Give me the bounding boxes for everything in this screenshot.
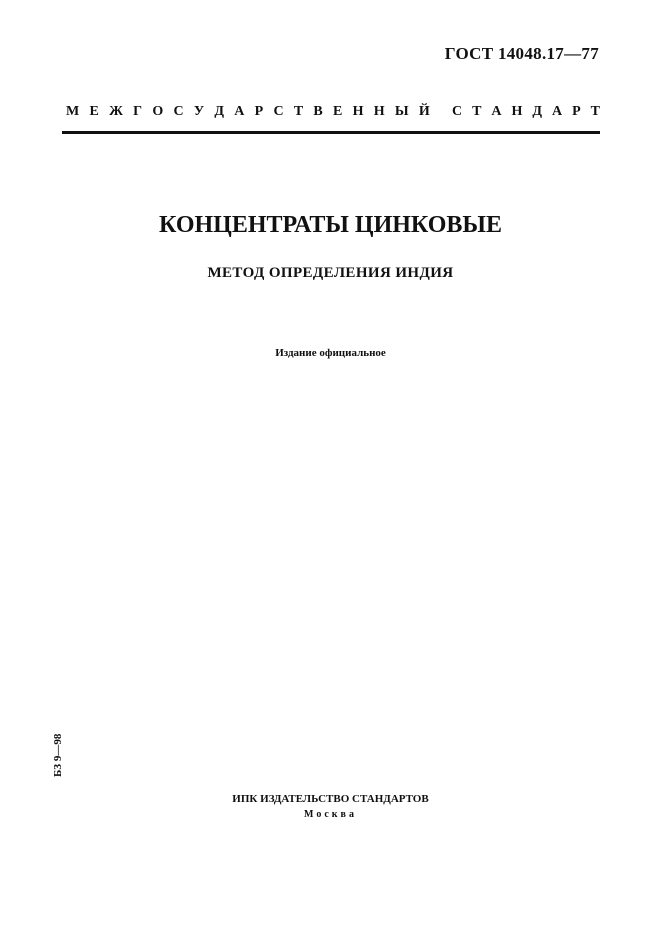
banner-letter: А [551,104,563,119]
banner-letter: А [234,104,245,119]
side-catalog-code: БЗ 9—98 [52,733,64,777]
banner-letter: Ы [394,104,409,119]
banner-letter: Д [214,104,225,119]
publisher-city: Москва [304,809,357,820]
banner-letter: Й [418,104,430,119]
gost-number: ГОСТ 14048.17—77 [444,44,599,63]
banner-letter: С [452,104,463,119]
banner-letter: С [273,104,284,119]
banner-word-interstate [66,104,430,120]
banner-word-standard [452,104,600,120]
banner-letter: Г [133,104,143,119]
banner-letter: Д [532,104,542,119]
banner-letter: О [152,104,164,119]
document-title: КОНЦЕНТРАТЫ ЦИНКОВЫЕ [159,212,502,238]
banner-letter: У [193,104,205,119]
banner-letter: Р [572,104,581,119]
banner-letter: Т [590,104,600,119]
banner-letter: Р [254,104,264,119]
banner-letter: А [491,104,502,119]
banner-letter: Н [511,104,523,119]
banner-letter: Т [472,104,482,119]
banner-letter: Н [352,104,364,119]
banner-letter: М [66,104,80,119]
header-divider [62,131,600,134]
banner-letter: Е [333,104,343,119]
banner-letter: Н [373,104,385,119]
banner-letter: С [173,104,184,119]
banner-letter: В [313,104,323,119]
publisher-name: ИПК ИЗДАТЕЛЬСТВО СТАНДАРТОВ [232,793,429,805]
interstate-standard-banner [66,104,600,120]
banner-letter: Т [293,104,304,119]
banner-letter: Е [89,104,99,119]
banner-letter: Ж [109,104,123,119]
edition-note: Издание официальное [275,347,386,359]
document-subtitle: МЕТОД ОПРЕДЕЛЕНИЯ ИНДИЯ [207,265,454,281]
